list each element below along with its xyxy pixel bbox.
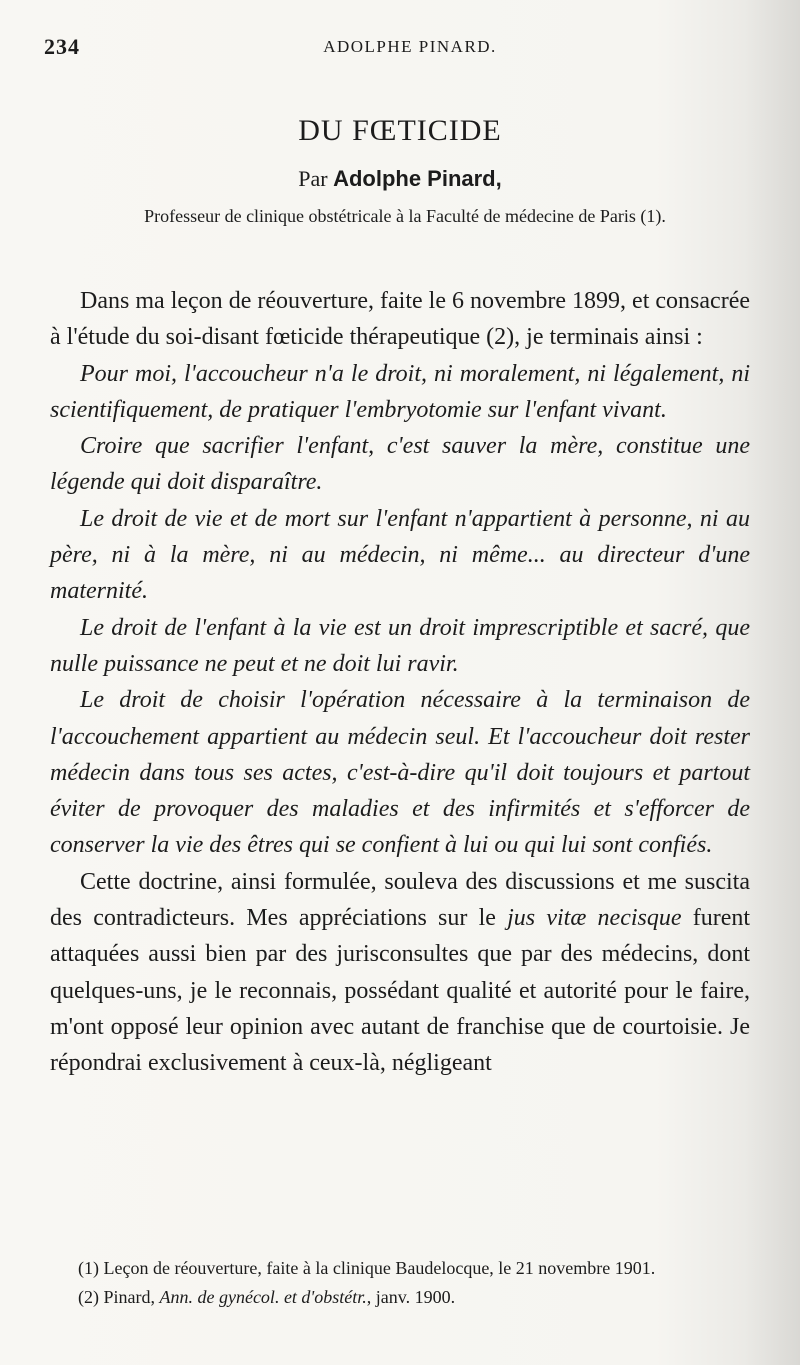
footnote-2-journal: Ann. de gynécol. et d'obstétr. (159, 1287, 367, 1307)
byline (0, 166, 800, 192)
page-header (40, 34, 760, 64)
latin-phrase: jus vitæ necisque (507, 905, 682, 932)
footnote-2-author: (2) Pinard, (78, 1287, 155, 1307)
paragraph-quote-3: Le droit de vie et de mort sur l'enfant n'appartient à personne, ni au père, ni à la mère, ni au médecin, ni même... au directeur d'une maternité. (50, 505, 750, 605)
paragraph-quote-5: Le droit de choisir l'opération nécessaire à la terminaison de l'accouchement appartient au médecin seul. Et l'accoucheur doit rester médecin dans tous ses actes, c'est-à-dire qu'il doit toujours et partout éviter de provoquer des maladies et des infirmités et s'efforcer de conserver la vie des êtres qui se confient à lui ou qui lui sont confiés. (50, 687, 750, 859)
paragraph-intro: Dans ma leçon de réouverture, faite le 6 novembre 1899, et consacrée à l'étude du soi-disant fœticide thérapeutique (2), je terminais ainsi : (50, 288, 750, 351)
footnote-2-date: , janv. 1900. (366, 1287, 456, 1307)
page-number: 234 (44, 34, 80, 59)
paragraph-quote-2: Croire que sacrifier l'enfant, c'est sauver la mère, constitue une légende qui doit disparaître. (50, 433, 750, 496)
paragraph-discussion (50, 864, 750, 1082)
byline-prefix: Par (298, 166, 328, 191)
paragraph-quote-4: Le droit de l'enfant à la vie est un droit imprescriptible et sacré, que nulle puissance ne peut et ne doit lui ravir. (50, 614, 750, 677)
running-head: ADOLPHE PINARD. (323, 37, 497, 56)
author-name: Adolphe Pinard, (333, 166, 502, 191)
footnotes (50, 1258, 750, 1316)
chapter-title: DU FŒTICIDE (298, 114, 502, 147)
footnote-2 (50, 1287, 750, 1308)
paragraph-quote-1: Pour moi, l'accoucheur n'a le droit, ni moralement, ni légalement, ni scientifiquement, de pratiquer l'embryotomie sur l'enfant vivant. (50, 360, 750, 423)
footnote-1: (1) Leçon de réouverture, faite à la clinique Baudelocque, le 21 novembre 1901. (78, 1258, 656, 1278)
discussion-text-start: Cette doctrine, ainsi formulée, souleva des discussions et me suscita des contradicteurs. Mes appréciations sur le (50, 868, 750, 932)
body-text (50, 283, 750, 1082)
discussion-text-end: furent attaquées aussi bien par des jurisconsultes que par des médecins, dont quelques-uns, je le reconnais, possédant qualité et autorité pour le faire, m'ont opposé leur opinion avec autant de franchise que de courtoisie. Je répondrai exclusivement à ceux-là, négligeant (50, 905, 751, 1077)
author-affiliation: Professeur de clinique obstétricale à la Faculté de médecine de Paris (1). (144, 206, 666, 226)
